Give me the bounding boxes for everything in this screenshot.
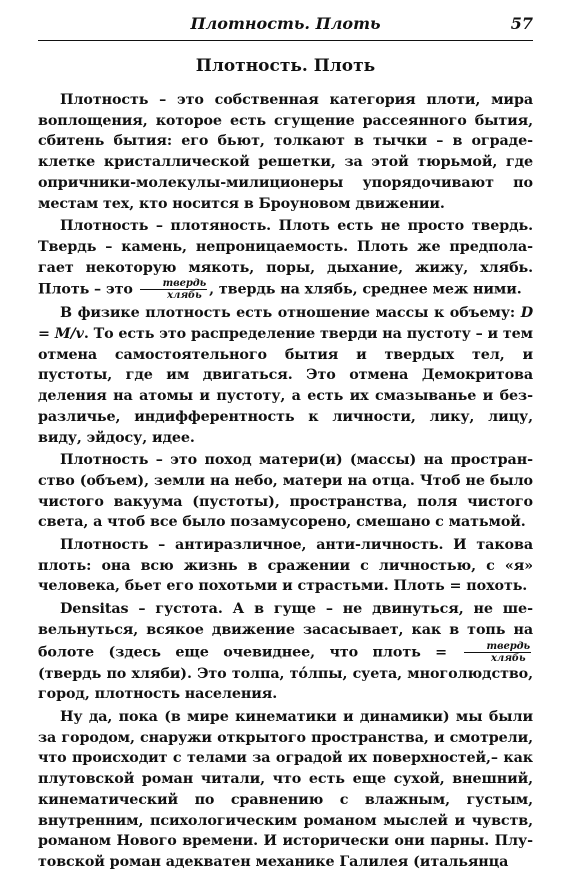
header-rule bbox=[38, 40, 533, 41]
fraction-numerator: твердь bbox=[464, 641, 531, 653]
density-formula: D = M/v bbox=[38, 305, 533, 343]
paragraph-1-text: Плотность – это собственная категория плоти, мира воплощения, которое есть сгущение рассеянного бытия, сбитень бытия: его бьют, толкают в тычки – в оградеклетке кристаллической решетки, за этой тюрьмой, где опричники-молекулы-милиционеры упорядочивают по местам тех, кто носится в Броуновом движении. bbox=[38, 92, 533, 212]
fraction-denominator: хлябь bbox=[167, 290, 202, 302]
paragraph-6-text-end: (твердь по хляби). Это толпа, тóлпы, суета, многолюдство, город, плотность населения. bbox=[38, 665, 533, 703]
chapter-title: Плотность. Плоть bbox=[195, 56, 376, 76]
paragraph-5-text: Плотность – антиразличное, анти-личность. И такова плоть: она всю жизнь в сражении с личностью, с «я» человека, бьет его похотьми и страстьми. Плоть = похоть. bbox=[38, 537, 533, 595]
paragraph-2-text-end: , твердь на хлябь, среднее меж ними. bbox=[209, 281, 522, 298]
fraction-denominator: хлябь bbox=[490, 652, 526, 664]
paragraph-4-text: Плотность – это поход матери(и) (массы) на пространство (объем), земли на небо, матери на отца. Чтоб не было чистого вакуума (пустоты), пространства, поля чистого света, а чтоб все было позамусорено, смешано с матьмой. bbox=[38, 452, 533, 531]
paragraph-3-text-start: В физике плотность есть отношение массы к объему: bbox=[60, 305, 521, 322]
body-text bbox=[38, 90, 533, 873]
paragraph-6 bbox=[38, 599, 533, 705]
paragraph-5 bbox=[38, 535, 533, 597]
paragraph-4 bbox=[38, 450, 533, 533]
paragraph-2 bbox=[38, 216, 533, 301]
paragraph-6-text-start: Densitas – густота. А в гуще – не двинуться, не шевельнуться, всякое движение засасывает, как в топь на болоте (здесь еще очевиднее, что плоть = bbox=[38, 601, 533, 661]
paragraph-2-text-start: Плотность – плотяность. Плоть есть не просто твердь. Твердь – камень, непроницаемость. Плоть же предполагает некоторую мякоть, поры, дыхание, жижу, хлябь. Плоть – это bbox=[38, 218, 533, 298]
paragraph-7-text: Ну да, пока (в мире кинематики и динамики) мы были за городом, снаружи открытого пространства, и смотрели, что происходит с телами за оградой их поверхностей,– как плутовской роман читали, что есть еще сухой, внешний, кинематический по сравнению с влажным, густым, внутренним, психологическим романом мыслей и чувств, романом Нового времени. И исторически они парны. Плутовской роман адекватен механике Галилея (итальянца bbox=[38, 708, 533, 870]
fraction-firmament-over-mire bbox=[140, 278, 207, 301]
paragraph-3 bbox=[38, 303, 533, 448]
running-title: Плотность. Плоть bbox=[190, 14, 381, 33]
paragraph-3-text-end: . То есть это распределение тверди на пустоту – и тем отмена самостоятельного бытия и твердых тел, и пустоты, где им двигаться. Это отмена Демокритова деления на атомы и пустоту, а есть их смазыванье и безразличье, индифферентность к личности, лику, лицу, виду, эйдосу, идее. bbox=[38, 326, 533, 446]
page-number: 57 bbox=[510, 14, 533, 33]
paragraph-7 bbox=[38, 707, 533, 873]
fraction-numerator: твердь bbox=[140, 278, 207, 290]
running-header bbox=[38, 12, 533, 38]
fraction-firmament-over-mire-2 bbox=[464, 641, 531, 664]
paragraph-1 bbox=[38, 90, 533, 214]
